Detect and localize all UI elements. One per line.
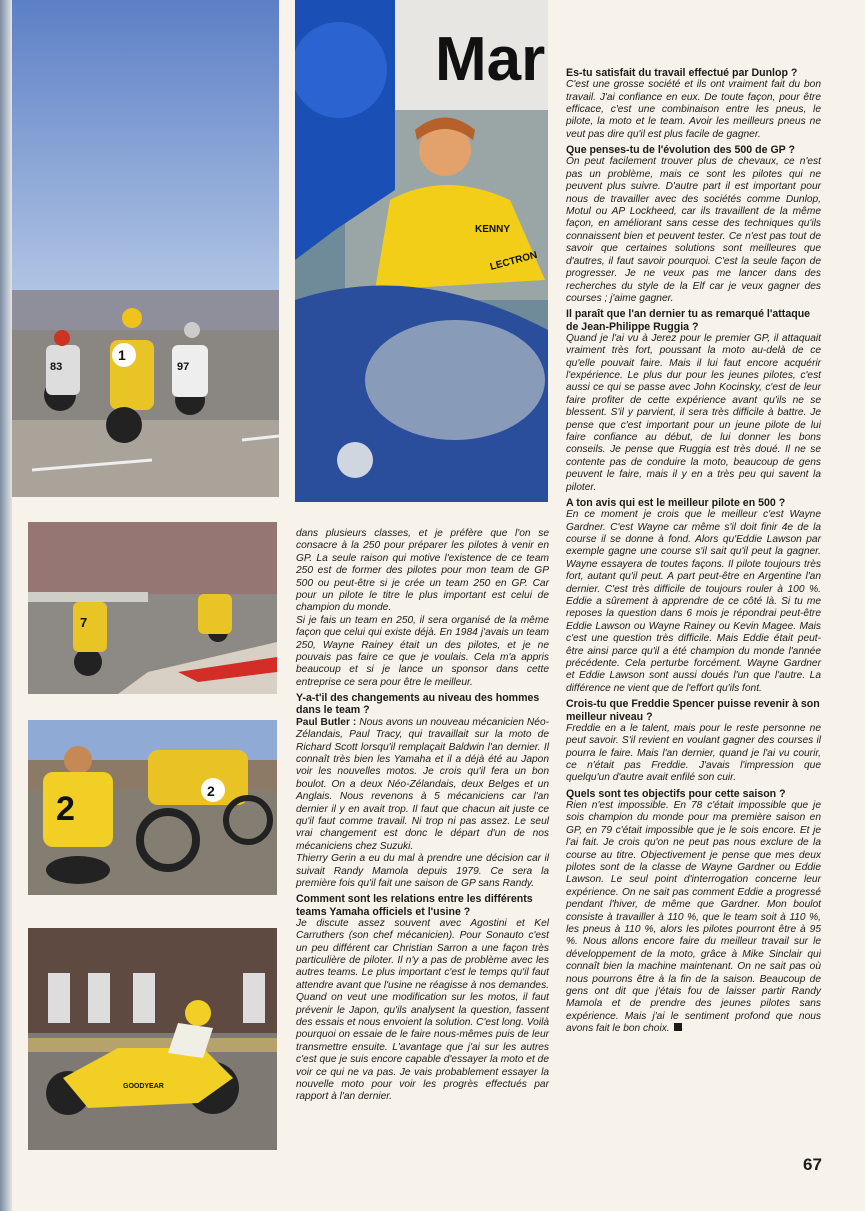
question-heading: Comment sont les relations entre les différents teams Yamaha officiels et l'usine ? <box>296 893 533 918</box>
sign-text: Mar <box>435 25 546 94</box>
article-column-right <box>566 64 821 1036</box>
paragraph <box>566 800 821 1036</box>
suit-text-lectron: LECTRON <box>488 249 539 273</box>
bike-number-1: 1 <box>118 347 126 363</box>
answer-text: Rien n'est impossible. En 78 c'était impossible que je sois champion du monde pour ma première saison en GP, en 79 c'était impossible que je le sois encore. Et je l'ai fait. Je crois qu'on ne peut pas nous exclure de la course au titre. Objectivement je pense que mes deux pilotes sont de la classe de Wayne Gardner ou Eddie Lawson. Le seul point d'interrogation concerne leur expérience. On ne sait pas comment Eddie a progressé pendant l'hiver, de même que Gardner. Mon boulot consiste à travailler à 110 %, que le team soit à 110 %, les pneus à 110 %, alors les pilotes pourront être à 95 %. Nous allons encore faire du meilleur travail sur le développement de la moto, grâce à Mike Sinclair qui connaît bien la machine maintenant. On ne sait pas où nous pourrons être à la fin de la saison. Beaucoup de gens ont dit que j'étais fou de laisser partir Randy Mamola et de prendre des jeunes pilotes sans expérience. Mais j'ai le sentiment profond que nous avons fait le bon choix. <box>566 799 821 1035</box>
photo-race-start <box>12 0 279 497</box>
paragraph: Quand je l'ai vu à Jerez pour le premier GP, il attaquait vraiment très fort, poussant la moto au-delà de ce qu'elle pouvait faire. Mais il lui faut encore acquérir l'expérience. Le plus dur pour les jeunes pilotes, c'est aussi ce qui se passe avec John Kocinsky, c'est de leur faire profiter de cette expérience avant qu'ils ne se blessent. S'il y parvient, il sera très difficile à battre. Je pense que c'est important pour un jeune pilote de lui faire confiance au début, de lui donner les bons conseils. Je pense que Ruggia est très doué. Il ne se contente pas de conduire la moto, beaucoup de gens peuvent le faire, mais il y en a très peu qui savent la piloter. <box>566 332 821 493</box>
rider-back-number: 2 <box>56 790 75 828</box>
page-number: 67 <box>803 1155 822 1174</box>
paragraph: C'est une grosse société et ils ont vraiment fait du bon travail. J'ai confiance en eux. De toute façon, pour être efficace, c'est une combinaison entre les pneus, le pilote, la moto et le team. Avoir les meilleurs pneus ne veut pas dire qu'il est plus facile de gagner. <box>566 79 821 140</box>
bike-number-2: 2 <box>207 783 215 799</box>
question-heading: A ton avis qui est le meilleur pilote en 500 ? <box>566 497 786 509</box>
paragraph: On peut facilement trouver plus de chevaux, ce n'est pas un problème, mais ce sont les pilotes qui ne peuvent plus suivre. D'autre part il est important pour nous de travailler avec des sociétés comme Dunlop, Motul ou AP Lockheed, car ils travaillent de la même façon, en améliorant sans cesse des techniques qu'ils connaissent bien et peuvent tester. Ce n'est pas tout de savoir que certaines solutions sont meilleures que d'autres, il faut savoir pourquoi. C'est la seule façon de progresser. Je ne veux pas me lancer dans des recherches du style de la Elf car je veux gagner des courses ; j'aime gagner. <box>566 156 821 304</box>
end-of-article-mark <box>674 1023 682 1031</box>
article-column-middle <box>296 528 549 1104</box>
answer-paragraph <box>296 717 549 853</box>
question-heading: Quels sont tes objectifs pour cette saison ? <box>566 787 786 800</box>
bike-number-7: 7 <box>80 615 88 630</box>
photo-pit-rider <box>28 720 277 895</box>
suit-text-kenny: KENNY <box>475 224 511 235</box>
paragraph: Freddie en a le talent, mais pour le reste personne ne peut savoir. S'il revient en voulant gagner des courses il pourra le faire. Mais l'an dernier, quand je l'ai vu courir, ce n'était pas Freddie. J'avais l'impression que quelqu'un d'autre avait enfilé son cuir. <box>566 722 821 784</box>
fairing-text-goodyear: GOODYEAR <box>123 1083 164 1090</box>
question-heading: Y-a-t'il des changements au niveau des hommes dans le team ? <box>296 692 540 717</box>
question-heading: Il paraît que l'an dernier tu as remarqué l'attaque de Jean-Philippe Ruggia ? <box>566 308 811 333</box>
photo-leaning-rider <box>28 928 277 1150</box>
speaker-name: Paul Butler : <box>296 716 357 728</box>
photo-kenny-roberts <box>295 0 548 502</box>
paragraph: En ce moment je crois que le meilleur c'est Wayne Gardner. C'est Wayne car même s'il doit finir 4e de la course il se donne à fond. Alors qu'Eddie Lawson par exemple gagne une course s'il sait qu'il peut la gagner. Wayne essayera de toutes façons. Il pilote toujours très fort, autant qu'il peut. A part peut-être en Argentine l'an dernier. C'est très difficile de toujours rouler à 100 %. Eddie a sûrement à apprendre de ce côté là. Si tu me reposes la question dans 6 mois je répondrai peut-être Eddie Lawson ou Wayne Rainey ou Kevin Magee. Mais c'est une question très difficile. Mais Eddie était peut-être ainsi parce qu'il a été champion du monde l'année précédente. Cela perturbe forcément. Wayne Gardner et Eddie Lawson sont aussi doués l'un que l'autre. La différence ne vient que de l'effort qu'ils font. <box>566 509 821 694</box>
paragraph: Thierry Gerin a eu du mal à prendre une décision car il suivait Randy Mamola depuis 1979. Ce sera la première fois qu'il fait une saison de GP sans Randy. <box>296 853 549 889</box>
paragraph: Si je fais un team en 250, il sera organisé de la même façon que celui qui existe déjà. En 1984 j'avais un team 250, Wayne Rainey était un des pilotes, et je ne pouvais pas faire ce que je voulais. Cela m'a appris beaucoup et si je lance un sponsor dans cette entreprise ce sera pour être le meilleur. <box>296 614 549 688</box>
bike-number-97: 97 <box>177 361 190 373</box>
paragraph: dans plusieurs classes, et je préfère que l'on se consacre à la 250 pour préparer les pilotes à venir en GP. La seule raison qui motive l'existence de ce team 250 est de former des pilotes pour mon team de GP 500 ou peut-être si je crée un team 250 en GP. Car pour un pilote le titre le plus important est celui de champion du monde. <box>296 528 549 614</box>
photo-cornering <box>28 522 277 694</box>
question-heading: Crois-tu que Freddie Spencer puisse revenir à son meilleur niveau ? <box>566 698 820 723</box>
paragraph: Je discute assez souvent avec Agostini et Kel Carruthers (son chef mécanicien). Pour Sonauto c'est un peu différent car Christian Sarron a une façon très particulière de piloter. Il n'y a pas de problème avec les autres teams. Le plus important c'est le temps qu'il faut attendre avant que l'usine ne réagisse à nos demandes. Quand on veut une modification sur les motos, il faut prévenir le Japon, qu'ils analysent la question, fassent des essais et nous envoient la solution. C'est long. Voilà pourquoi on essaie de le faire nous-mêmes puis de leur transmettre ensuite. L'avantage que j'ai sur les autres c'est que je suis encore capable d'essayer la moto et de voir ce qui ne va pas. Je vais probablement essayer la nouvelle moto pour voir les progrès effectués par rapport à l'an dernier. <box>296 917 550 1103</box>
page-spine <box>0 0 12 1211</box>
answer-text: Nous avons un nouveau mécanicien Néo-Zélandais, Paul Tracy, qui travaillait sur la moto de Richard Scott lorsqu'il remplaçait Baldwin l'an dernier. Il connaît très bien les Yamaha et il a déjà été au Japon voir les nouvelles motos. Je crois qu'il fera un bon boulot. On a deux Néo-Zélandais, deux Belges et un Anglais. Nous revenons à 5 mécaniciens car l'an dernier il y en avait trop. Il faut que chacun ait juste ce qu'il faut comme travail. Ni trop ni pas assez. Le seul vrai changement est donc le départ d'un de nos mécaniciens chez Suzuki. <box>296 716 549 852</box>
question-heading: Es-tu satisfait du travail effectué par Dunlop ? <box>566 67 798 79</box>
question-heading: Que penses-tu de l'évolution des 500 de GP ? <box>566 144 795 157</box>
bike-number-83: 83 <box>50 361 63 373</box>
